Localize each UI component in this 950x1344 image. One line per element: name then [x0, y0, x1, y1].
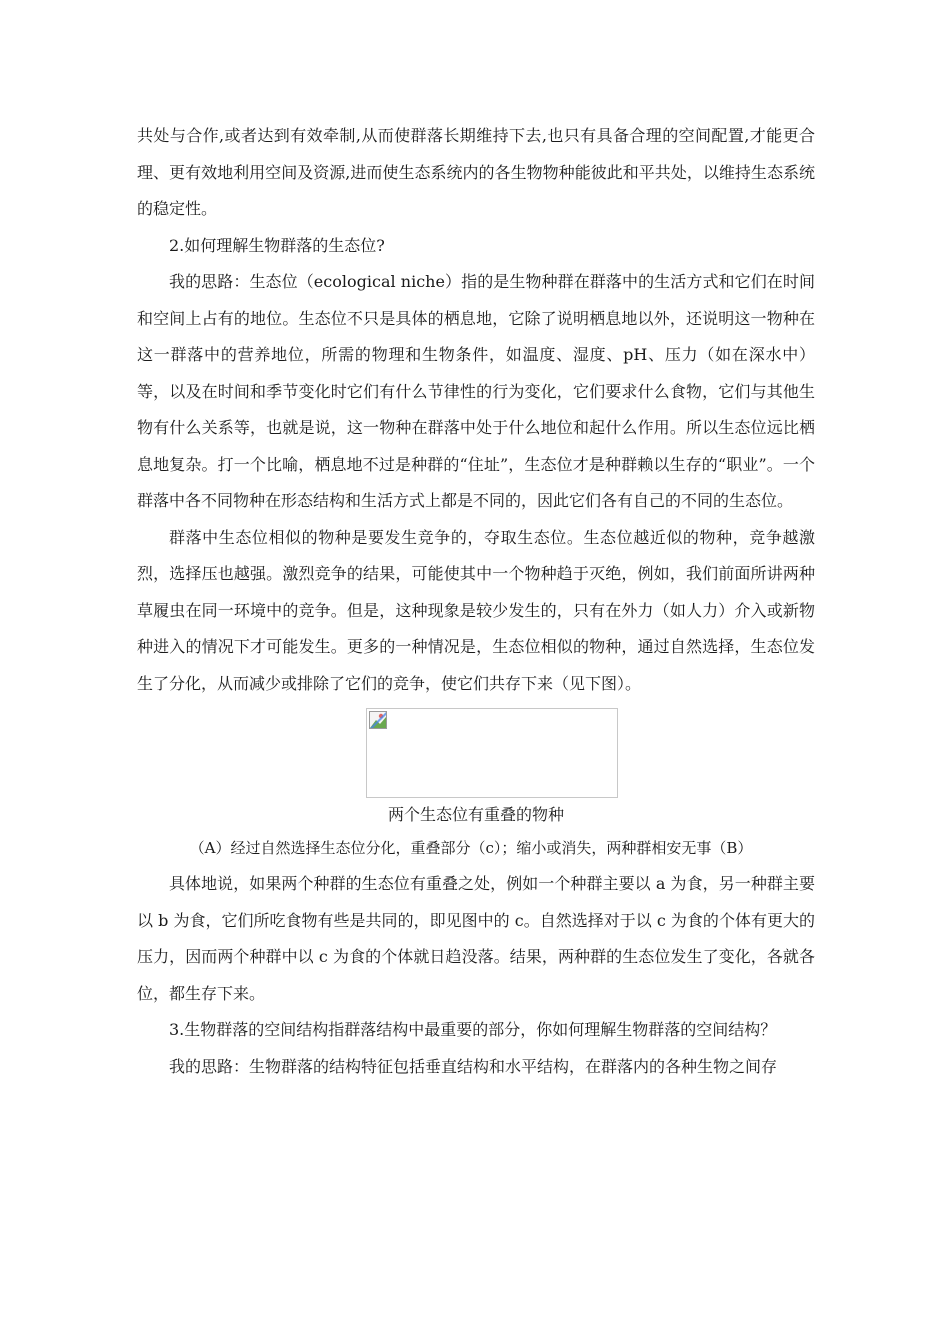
paragraph-niche-overlap: 具体地说，如果两个种群的生态位有重叠之处，例如一个种群主要以 a 为食，另一种群主要以 b 为食，它们所吃食物有些是共同的，即见图中的 c。自然选择对于以 c 为食的个体有更大的压力，因而两个种群中以 c 为食的个体就日趋没落。结果，两种群的生态位发生了变化，各就各位，都生存下来。 [137, 874, 815, 1003]
broken-image-icon [369, 711, 387, 729]
paragraph-niche-definition: 我的思路：生态位（ecological niche）指的是生物种群在群落中的生活方式和它们在时间和空间上占有的地位。生态位不只是具体的栖息地，它除了说明栖息地以外，还说明这一物种在这一群落中的营养地位，所需的物理和生物条件，如温度、湿度、pH、压力（如在深水中）等，以及在时间和季节变化时它们有什么节律性的行为变化，它们要求什么食物，它们与其他生物有什么关系等，也就是说，这一物种在群落中处于什么地位和起什么作用。所以生态位远比栖息地复杂。打一个比喻，栖息地不过是种群的“住址”，生态位才是种群赖以生存的“职业”。一个群落中各不同物种在形态结构和生活方式上都是不同的，因此它们各有自己的不同的生态位。 [137, 272, 815, 510]
paragraph-spatial-structure: 我的思路：生物群落的结构特征包括垂直结构和水平结构，在群落内的各种生物之间存 [169, 1056, 778, 1076]
paragraph-stability: 共处与合作,或者达到有效牵制,从而使群落长期维持下去,也只有具备合理的空间配置,才能更合理、更有效地利用空间及资源,进而使生态系统内的各生物物种能彼此和平共处，以维持生态系统的稳定性。 [137, 126, 815, 218]
figure-image-placeholder [366, 708, 618, 798]
figure [137, 702, 815, 830]
document-page [137, 118, 815, 1085]
figure-caption-detail: （A）经过自然选择生态位分化，重叠部分（c）；缩小或消失，两种群相安无事（B） [189, 839, 753, 857]
question-2-heading: 2.如何理解生物群落的生态位? [169, 235, 385, 255]
paragraph-niche-competition: 群落中生态位相似的物种是要发生竞争的，夺取生态位。生态位越近似的物种，竞争越激烈，选择压也越强。激烈竞争的结果，可能使其中一个物种趋于灭绝，例如，我们前面所讲两种草履虫在同一环境中的竞争。但是，这种现象是较少发生的，只有在外力（如人力）介入或新物种进入的情况下才可能发生。更多的一种情况是，生态位相似的物种，通过自然选择，生态位发生了分化，从而减少或排除了它们的竞争，使它们共存下来（见下图）。 [137, 527, 815, 693]
figure-caption: 两个生态位有重叠的物种 [387, 805, 564, 824]
question-3-heading: 3.生物群落的空间结构指群落结构中最重要的部分，你如何理解生物群落的空间结构？ [169, 1020, 777, 1039]
